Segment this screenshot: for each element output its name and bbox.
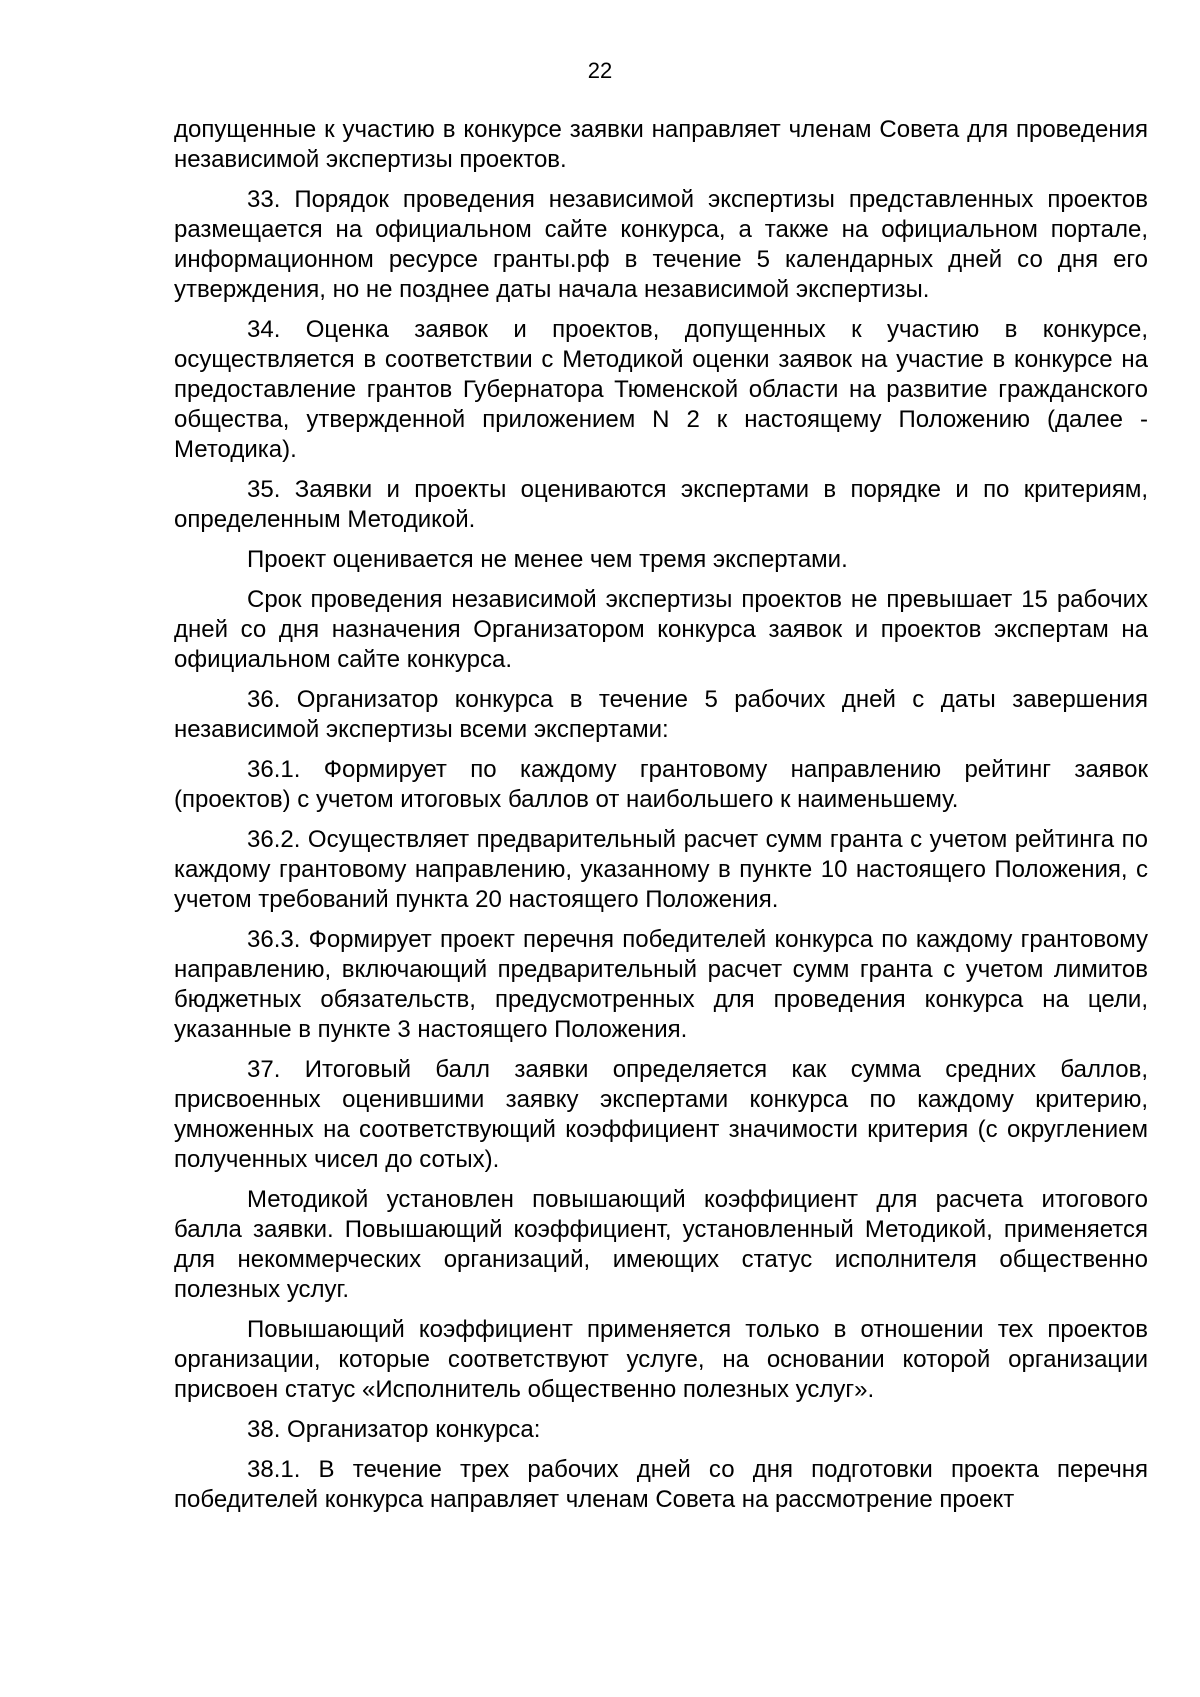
paragraph-continuation: допущенные к участию в конкурсе заявки направляет членам Совета для проведения независимой экспертизы проектов. (174, 116, 1148, 173)
paragraph-36-1: 36.1. Формирует по каждому грантовому направлению рейтинг заявок (проектов) с учетом итоговых баллов от наибольшего к наименьшему. (174, 756, 1148, 813)
paragraph-37: 37. Итоговый балл заявки определяется как сумма средних баллов, присвоенных оценившими заявку экспертами конкурса по каждому критерию, умноженных на соответствующий коэффициент значимости критерия (с округлением полученных чисел до сотых). (174, 1056, 1148, 1173)
paragraph-34: 34. Оценка заявок и проектов, допущенных к участию в конкурсе, осуществляется в соответствии с Методикой оценки заявок на участие в конкурсе на предоставление грантов Губернатора Тюменской области на развитие гражданского общества, утвержденной приложением N 2 к настоящему Положению (далее - Методика). (174, 316, 1148, 463)
paragraph-36-2: 36.2. Осуществляет предварительный расчет сумм гранта с учетом рейтинга по каждому грантовому направлению, указанному в пункте 10 настоящего Положения, с учетом требований пункта 20 настоящего Положения. (174, 826, 1148, 913)
paragraph-35: 35. Заявки и проекты оцениваются экспертами в порядке и по критериям, определенным Методикой. (174, 476, 1148, 533)
paragraph-37-application: Повышающий коэффициент применяется только в отношении тех проектов организации, которые соответствуют услуге, на основании которой организации присвоен статус «Исполнитель общественно полезных услуг». (174, 1316, 1148, 1403)
document-body (174, 115, 1148, 1525)
paragraph-36-3: 36.3. Формирует проект перечня победителей конкурса по каждому грантовому направлению, включающий предварительный расчет сумм гранта с учетом лимитов бюджетных обязательств, предусмотренных для проведения конкурса на цели, указанные в пункте 3 настоящего Положения. (174, 926, 1148, 1043)
paragraph-36: 36. Организатор конкурса в течение 5 рабочих дней с даты завершения независимой экспертизы всеми экспертами: (174, 686, 1148, 743)
paragraph-35-term: Срок проведения независимой экспертизы проектов не превышает 15 рабочих дней со дня назначения Организатором конкурса заявок и проектов экспертам на официальном сайте конкурса. (174, 586, 1148, 673)
paragraph-38: 38. Организатор конкурса: (247, 1416, 541, 1443)
paragraph-37-coefficient: Методикой установлен повышающий коэффициент для расчета итогового балла заявки. Повышающий коэффициент, установленный Методикой, применяется для некоммерческих организаций, имеющих статус исполнителя общественно полезных услуг. (174, 1186, 1148, 1303)
paragraph-33: 33. Порядок проведения независимой экспертизы представленных проектов размещается на официальном сайте конкурса, а также на официальном портале, информационном ресурсе гранты.рф в течение 5 календарных дней со дня его утверждения, но не позднее даты начала независимой экспертизы. (174, 186, 1148, 303)
paragraph-35-experts: Проект оценивается не менее чем тремя экспертами. (247, 546, 848, 573)
page-number: 22 (587, 58, 613, 83)
paragraph-38-1: 38.1. В течение трех рабочих дней со дня подготовки проекта перечня победителей конкурса направляет членам Совета на рассмотрение проект (174, 1456, 1148, 1513)
